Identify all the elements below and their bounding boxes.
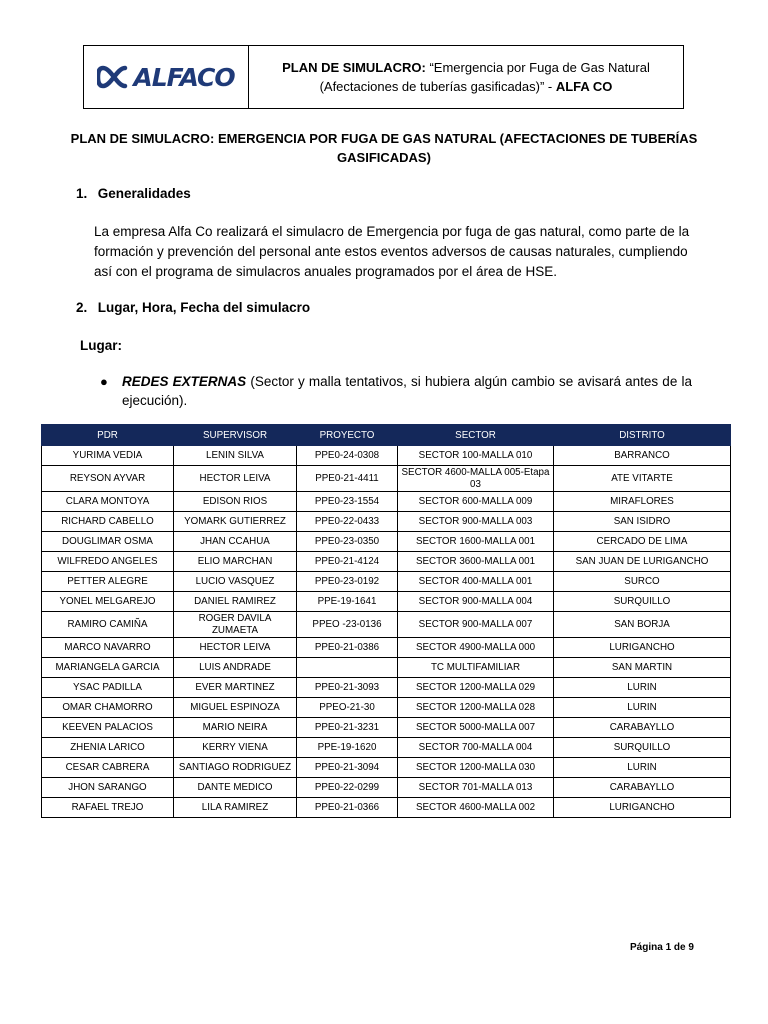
document-header	[83, 45, 684, 109]
cell-supervisor: KERRY VIENA	[174, 738, 297, 758]
cell-proyecto: PPE0-21-0386	[297, 638, 398, 658]
header-title	[249, 46, 683, 108]
table-row	[42, 678, 731, 698]
cell-distrito: LURIN	[554, 678, 731, 698]
cell-sector: SECTOR 5000-MALLA 007	[398, 718, 554, 738]
cell-sector: SECTOR 100-MALLA 010	[398, 446, 554, 466]
cell-pdr: RICHARD CABELLO	[42, 512, 174, 532]
cell-distrito: SAN BORJA	[554, 612, 731, 638]
cell-pdr: KEEVEN PALACIOS	[42, 718, 174, 738]
column-header-distrito: DISTRITO	[554, 425, 731, 446]
cell-proyecto: PPE-19-1641	[297, 592, 398, 612]
cell-pdr: MARCO NAVARRO	[42, 638, 174, 658]
section-1-number: 1.	[76, 186, 88, 201]
cell-sector: SECTOR 600-MALLA 009	[398, 492, 554, 512]
cell-supervisor: MIGUEL ESPINOZA	[174, 698, 297, 718]
logo-wordmark: ALFACO	[133, 62, 235, 92]
cell-proyecto	[297, 658, 398, 678]
table-row	[42, 778, 731, 798]
cell-supervisor: LUIS ANDRADE	[174, 658, 297, 678]
section-2-title: Lugar, Hora, Fecha del simulacro	[97, 300, 311, 315]
cell-supervisor: MARIO NEIRA	[174, 718, 297, 738]
table-row	[42, 592, 731, 612]
cell-supervisor: DANTE MEDICO	[174, 778, 297, 798]
cell-proyecto: PPE0-22-0433	[297, 512, 398, 532]
cell-sector: SECTOR 400-MALLA 001	[398, 572, 554, 592]
cell-supervisor: LENIN SILVA	[174, 446, 297, 466]
cell-sector: SECTOR 4600-MALLA 005-Etapa 03	[398, 466, 554, 492]
cell-sector: SECTOR 700-MALLA 004	[398, 738, 554, 758]
section-2-heading	[76, 300, 310, 315]
cell-proyecto: PPEO -23-0136	[297, 612, 398, 638]
cell-pdr: DOUGLIMAR OSMA	[42, 532, 174, 552]
cell-distrito: CARABAYLLO	[554, 718, 731, 738]
header-title-bold-1: PLAN DE SIMULACRO:	[282, 60, 426, 75]
bullet-icon: ●	[100, 374, 108, 389]
lugar-label: Lugar:	[80, 338, 122, 353]
header-title-text-1: “Emergencia por Fuga de Gas Natural	[425, 60, 650, 75]
cell-supervisor: JHAN CCAHUA	[174, 532, 297, 552]
cell-proyecto: PPE0-23-1554	[297, 492, 398, 512]
cell-proyecto: PPE0-21-0366	[297, 798, 398, 818]
bullet-item	[100, 372, 692, 410]
section-2-number: 2.	[76, 300, 88, 315]
cell-proyecto: PPE0-21-3094	[297, 758, 398, 778]
cell-sector: SECTOR 4600-MALLA 002	[398, 798, 554, 818]
table-row	[42, 552, 731, 572]
section-1-paragraph: La empresa Alfa Co realizará el simulacro de Emergencia por fuga de gas natural, como parte de la formación y prevención del personal ante estos eventos adversos de causas naturales, cumpliendo así con el programa de simulacros anuales programados por el área de HSE.	[94, 224, 690, 279]
cell-supervisor: EVER MARTINEZ	[174, 678, 297, 698]
header-title-text-2: (Afectaciones de tuberías gasificadas)” -	[319, 79, 556, 94]
cell-supervisor: ELIO MARCHAN	[174, 552, 297, 572]
cell-distrito: SAN MARTIN	[554, 658, 731, 678]
cell-sector: SECTOR 4900-MALLA 000	[398, 638, 554, 658]
column-header-sector: SECTOR	[398, 425, 554, 446]
bullet-description: (Sector y malla tentativos, si hubiera algún cambio se avisará antes de la ejecución).	[122, 374, 692, 408]
cell-sector: SECTOR 1200-MALLA 030	[398, 758, 554, 778]
cell-supervisor: YOMARK GUTIERREZ	[174, 512, 297, 532]
cell-supervisor: ROGER DAVILA ZUMAETA	[174, 612, 297, 638]
column-header-supervisor: SUPERVISOR	[174, 425, 297, 446]
bullet-text	[122, 372, 692, 410]
page-number: Página 1 de 9	[630, 942, 694, 953]
cell-proyecto: PPE0-21-4124	[297, 552, 398, 572]
cell-pdr: YURIMA VEDIA	[42, 446, 174, 466]
cell-supervisor: LILA RAMIREZ	[174, 798, 297, 818]
alfa-logo-icon	[97, 65, 129, 89]
cell-distrito: SAN ISIDRO	[554, 512, 731, 532]
cell-pdr: JHON SARANGO	[42, 778, 174, 798]
table-row	[42, 572, 731, 592]
document-title: PLAN DE SIMULACRO: EMERGENCIA POR FUGA DE GAS NATURAL (AFECTACIONES DE TUBERÍAS GASIFICADAS)	[70, 131, 698, 165]
column-header-pdr: PDR	[42, 425, 174, 446]
cell-supervisor: DANIEL RAMIREZ	[174, 592, 297, 612]
bullet-emphasis: REDES EXTERNAS	[122, 374, 247, 389]
cell-pdr: YSAC PADILLA	[42, 678, 174, 698]
cell-pdr: PETTER ALEGRE	[42, 572, 174, 592]
table-row	[42, 738, 731, 758]
cell-proyecto: PPE0-21-4411	[297, 466, 398, 492]
cell-pdr: RAFAEL TREJO	[42, 798, 174, 818]
cell-distrito: ATE VITARTE	[554, 466, 731, 492]
cell-sector: SECTOR 1200-MALLA 028	[398, 698, 554, 718]
cell-pdr: WILFREDO ANGELES	[42, 552, 174, 572]
cell-distrito: CARABAYLLO	[554, 778, 731, 798]
section-1-heading	[76, 186, 191, 201]
cell-distrito: SURQUILLO	[554, 738, 731, 758]
column-header-proyecto: PROYECTO	[297, 425, 398, 446]
cell-proyecto: PPE0-21-3231	[297, 718, 398, 738]
cell-proyecto: PPE0-23-0192	[297, 572, 398, 592]
table-row	[42, 698, 731, 718]
cell-sector: SECTOR 1200-MALLA 029	[398, 678, 554, 698]
cell-sector: SECTOR 900-MALLA 004	[398, 592, 554, 612]
table-row	[42, 512, 731, 532]
table-row	[42, 466, 731, 492]
redes-table	[41, 424, 731, 818]
table-row	[42, 612, 731, 638]
cell-pdr: ZHENIA LARICO	[42, 738, 174, 758]
cell-pdr: REYSON AYVAR	[42, 466, 174, 492]
table-row	[42, 638, 731, 658]
table-row	[42, 446, 731, 466]
cell-sector: TC MULTIFAMILIAR	[398, 658, 554, 678]
cell-distrito: SAN JUAN DE LURIGANCHO	[554, 552, 731, 572]
cell-distrito: CERCADO DE LIMA	[554, 532, 731, 552]
cell-proyecto: PPE0-23-0350	[297, 532, 398, 552]
cell-pdr: CESAR CABRERA	[42, 758, 174, 778]
section-1-title: Generalidades	[97, 186, 191, 201]
cell-proyecto: PPEO-21-30	[297, 698, 398, 718]
cell-pdr: OMAR CHAMORRO	[42, 698, 174, 718]
cell-supervisor: HECTOR LEIVA	[174, 466, 297, 492]
cell-distrito: SURQUILLO	[554, 592, 731, 612]
cell-pdr: YONEL MELGAREJO	[42, 592, 174, 612]
cell-sector: SECTOR 900-MALLA 003	[398, 512, 554, 532]
cell-proyecto: PPE-19-1620	[297, 738, 398, 758]
cell-sector: SECTOR 3600-MALLA 001	[398, 552, 554, 572]
cell-distrito: LURIGANCHO	[554, 798, 731, 818]
company-logo	[84, 46, 249, 108]
cell-supervisor: EDISON RIOS	[174, 492, 297, 512]
table-row	[42, 758, 731, 778]
table-row	[42, 658, 731, 678]
cell-pdr: RAMIRO CAMIÑA	[42, 612, 174, 638]
cell-sector: SECTOR 701-MALLA 013	[398, 778, 554, 798]
cell-distrito: BARRANCO	[554, 446, 731, 466]
cell-proyecto: PPE0-24-0308	[297, 446, 398, 466]
cell-supervisor: HECTOR LEIVA	[174, 638, 297, 658]
cell-supervisor: SANTIAGO RODRIGUEZ	[174, 758, 297, 778]
cell-distrito: LURIN	[554, 758, 731, 778]
cell-proyecto: PPE0-22-0299	[297, 778, 398, 798]
table-row	[42, 798, 731, 818]
cell-distrito: SURCO	[554, 572, 731, 592]
cell-pdr: MARIANGELA GARCIA	[42, 658, 174, 678]
cell-pdr: CLARA MONTOYA	[42, 492, 174, 512]
cell-sector: SECTOR 1600-MALLA 001	[398, 532, 554, 552]
table-header-row	[42, 425, 731, 446]
table-body	[42, 446, 731, 818]
cell-distrito: MIRAFLORES	[554, 492, 731, 512]
table-row	[42, 532, 731, 552]
cell-distrito: LURIN	[554, 698, 731, 718]
cell-sector: SECTOR 900-MALLA 007	[398, 612, 554, 638]
table-row	[42, 492, 731, 512]
cell-distrito: LURIGANCHO	[554, 638, 731, 658]
header-title-bold-2: ALFA CO	[555, 79, 613, 94]
cell-proyecto: PPE0-21-3093	[297, 678, 398, 698]
table-row	[42, 718, 731, 738]
cell-supervisor: LUCIO VASQUEZ	[174, 572, 297, 592]
